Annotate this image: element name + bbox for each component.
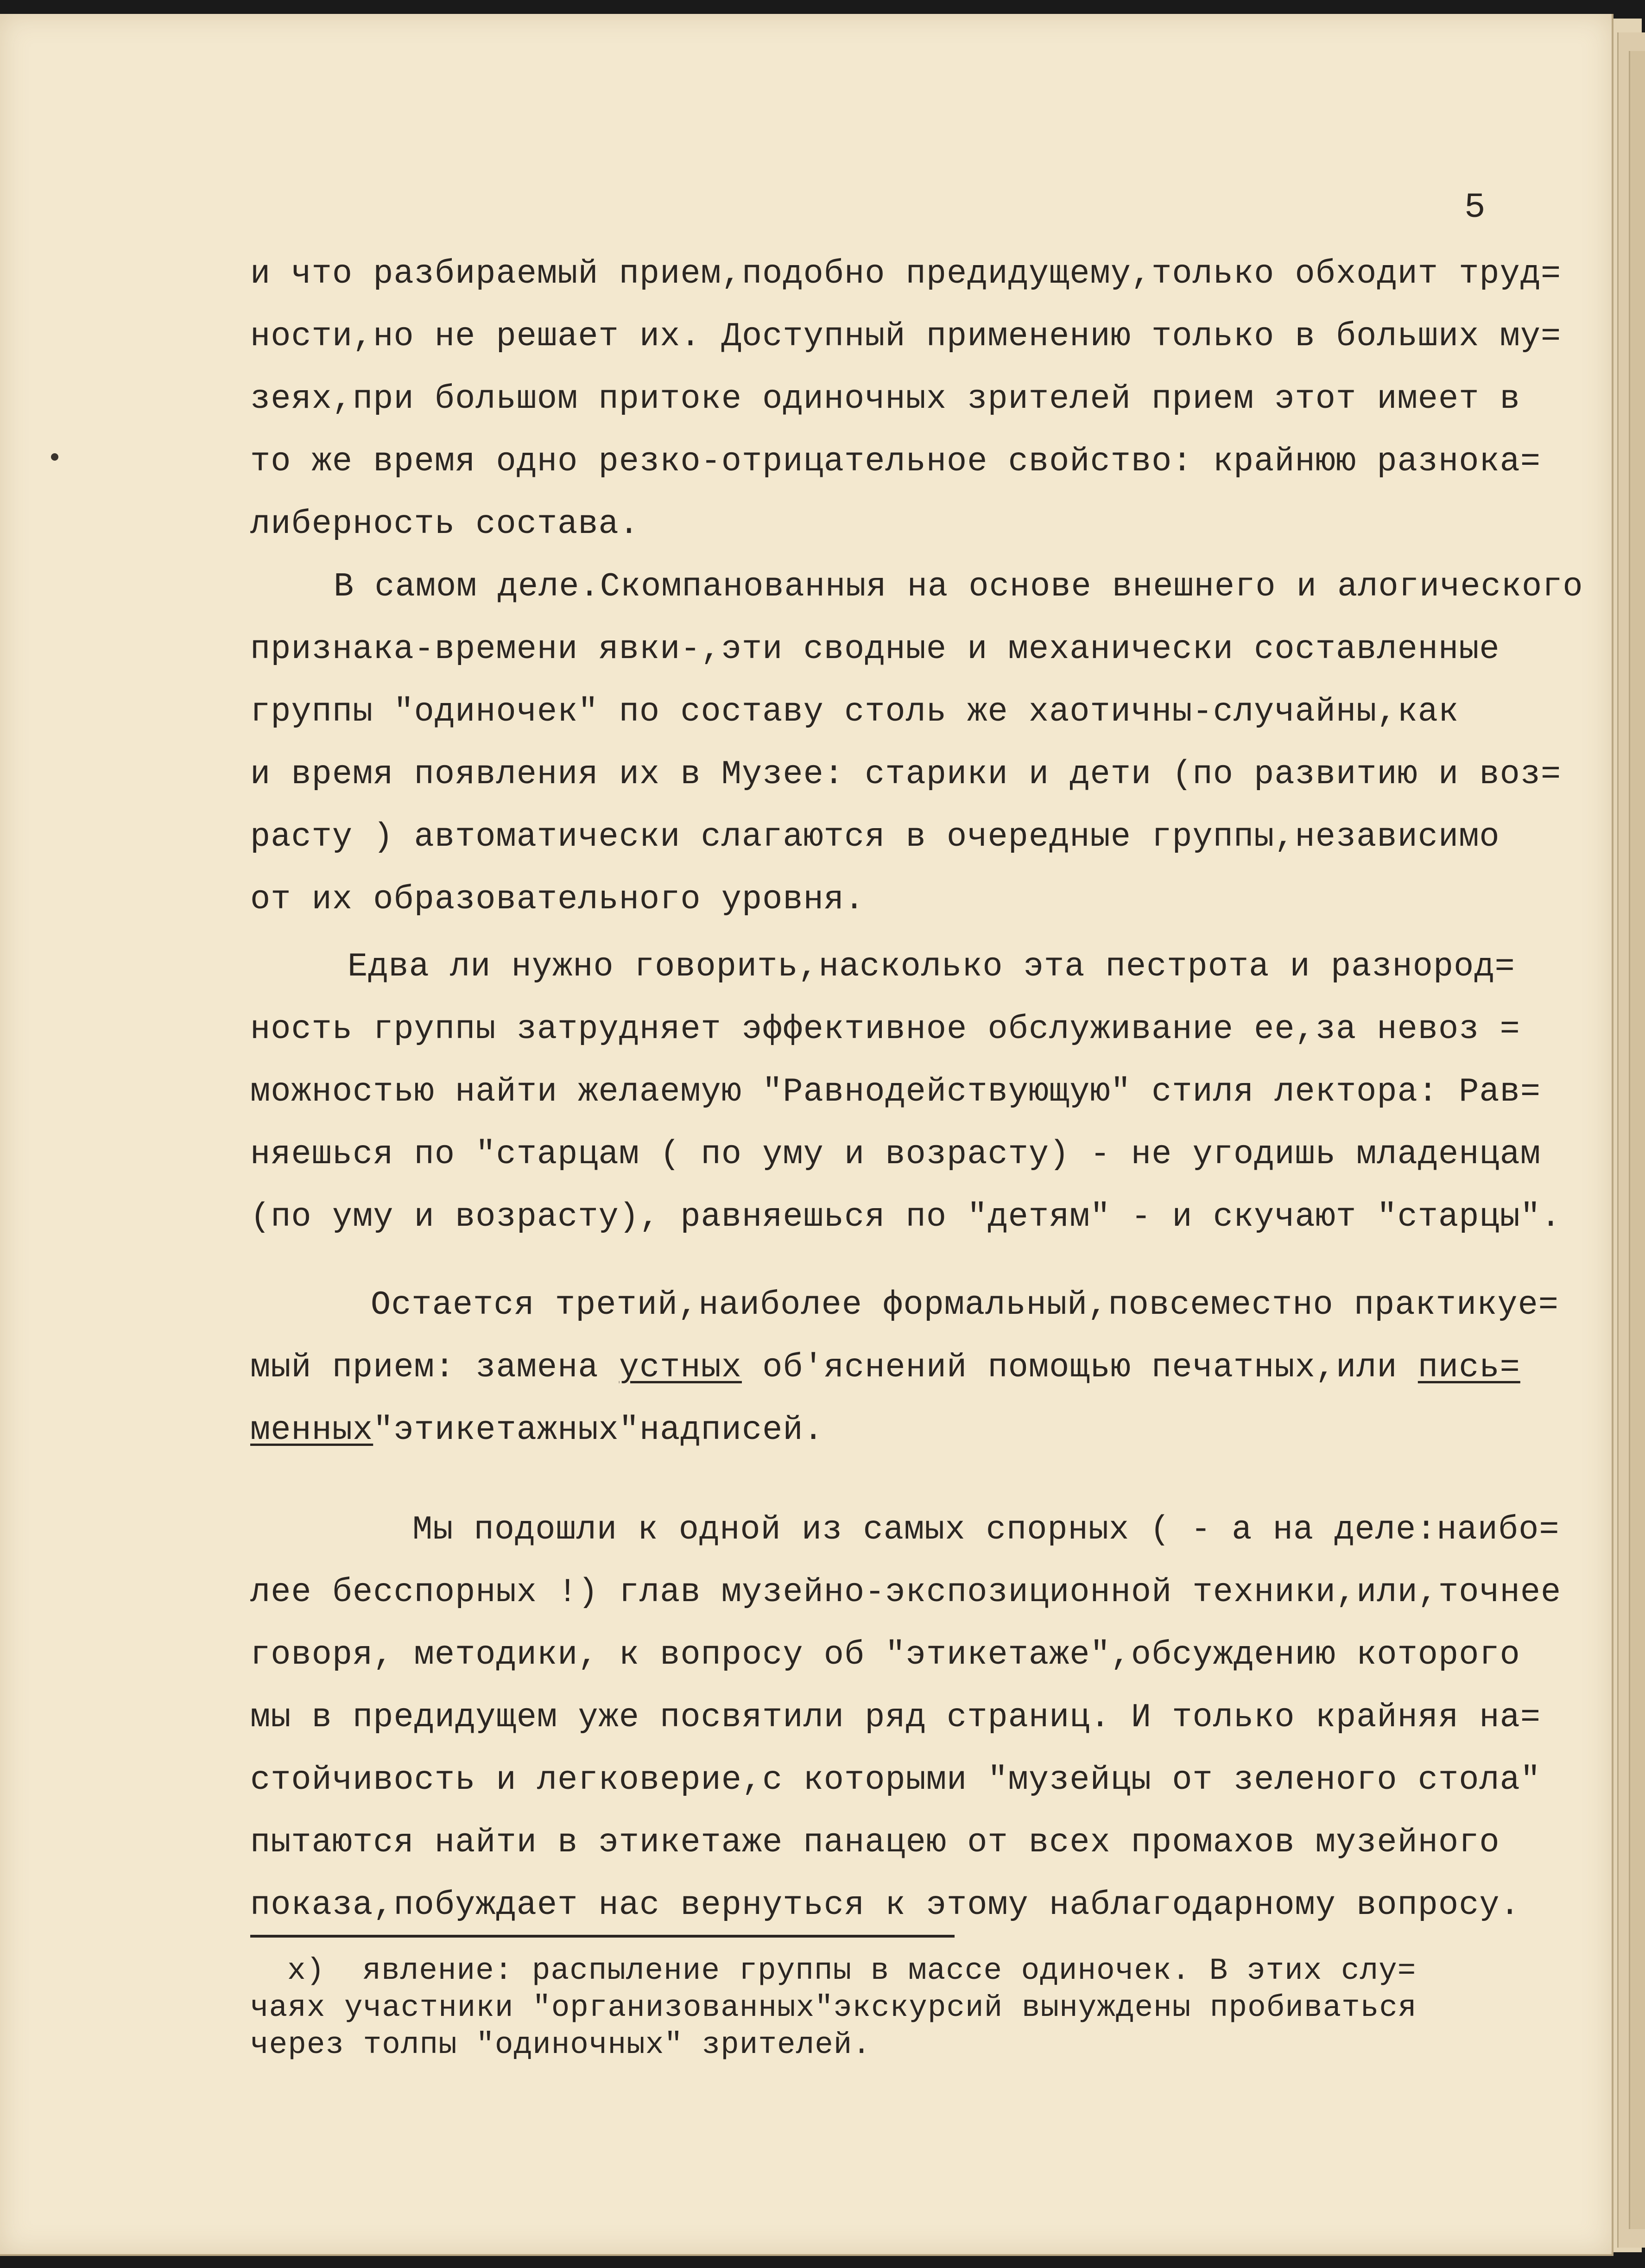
typewritten-page <box>0 14 1613 2256</box>
text-line: либерность состава. <box>250 505 639 543</box>
footnote-line: через толпы "одиночных" зрителей. <box>250 2027 872 2062</box>
text-line: няешься по "старцам ( по уму и возрасту) - не угодишь младенцам <box>250 1135 1541 1173</box>
text-line: мы в предидущем уже посвятили ряд страниц. И только крайняя на= <box>250 1698 1541 1736</box>
text-line: В самом деле.Скомпанованныя на основе внешнего и алогического <box>334 568 1583 606</box>
text-line: расту ) автоматически слагаются в очередные группы,независимо <box>250 818 1500 856</box>
underlined-word: менных <box>250 1411 373 1449</box>
page-number: 5 <box>1464 188 1486 228</box>
text-line: пытаются найти в этикетаже панацею от всех промахов музейного <box>250 1824 1500 1862</box>
text-run: об'яснений помощью печатных,или <box>741 1349 1418 1387</box>
text-line: показа,побуждает нас вернуться к этому наблагодарному вопросу. <box>250 1886 1520 1924</box>
text-line: то же время одно резко-отрицательное свойство: крайнюю разнока= <box>250 443 1541 481</box>
text-line <box>250 1349 1520 1387</box>
text-line: Едва ли нужно говорить,насколько эта пестрота и разнород= <box>348 948 1515 986</box>
text-run: "этикетажных"надписей. <box>373 1411 824 1449</box>
text-line: от их образовательного уровня. <box>250 881 865 919</box>
text-line: признака-времени явки-,эти сводные и механически составленные <box>250 630 1500 668</box>
footnote-line: чаях участники "организованных"экскурсий вынуждены пробиваться <box>250 1990 1417 2025</box>
underlined-word: пись= <box>1417 1349 1520 1387</box>
text-line: и время появления их в Музее: старики и дети (по развитию и воз= <box>250 755 1562 793</box>
text-line: говоря, методики, к вопросу об "этикетаже",обсуждению которого <box>250 1636 1520 1674</box>
text-line: можностью найти желаемую "Равнодействующую" стиля лектора: Рав= <box>250 1073 1541 1111</box>
text-line: Мы подошли к одной из самых спорных ( - а на деле:наибо= <box>412 1511 1560 1549</box>
text-line: лее бесспорных !) глав музейно-экспозиционной техники,или,точнее <box>250 1573 1562 1611</box>
text-line: стойчивость и легковерие,с которыми "музейцы от зеленого стола" <box>250 1761 1541 1799</box>
text-line: ности,но не решает их. Доступный применению только в больших му= <box>250 317 1562 355</box>
text-line <box>250 1411 824 1449</box>
text-run: мый прием: замена <box>250 1349 619 1387</box>
footnote-separator <box>250 1935 955 1938</box>
text-line: и что разбираемый прием,подобно предидущему,только обходит труд= <box>250 255 1562 293</box>
footnote-line: х) явление: распыление группы в массе одиночек. В этих слу= <box>287 1953 1417 1988</box>
underlined-word: устных <box>619 1349 742 1387</box>
text-line: Остается третий,наиболее формальный,повсеместно практикуе= <box>371 1286 1559 1324</box>
text-line: зеях,при большом притоке одиночных зрителей прием этот имеет в <box>250 380 1520 418</box>
ink-speck <box>51 453 58 461</box>
text-line: ность группы затрудняет эффективное обслуживание ее,за невоз = <box>250 1010 1520 1048</box>
text-line: (по уму и возрасту), равняешься по "детям" - и скучают "старцы". <box>250 1198 1562 1236</box>
stacked-page-edge <box>1629 51 1645 2229</box>
text-line: группы "одиночек" по составу столь же хаотичны-случайны,как <box>250 693 1459 731</box>
